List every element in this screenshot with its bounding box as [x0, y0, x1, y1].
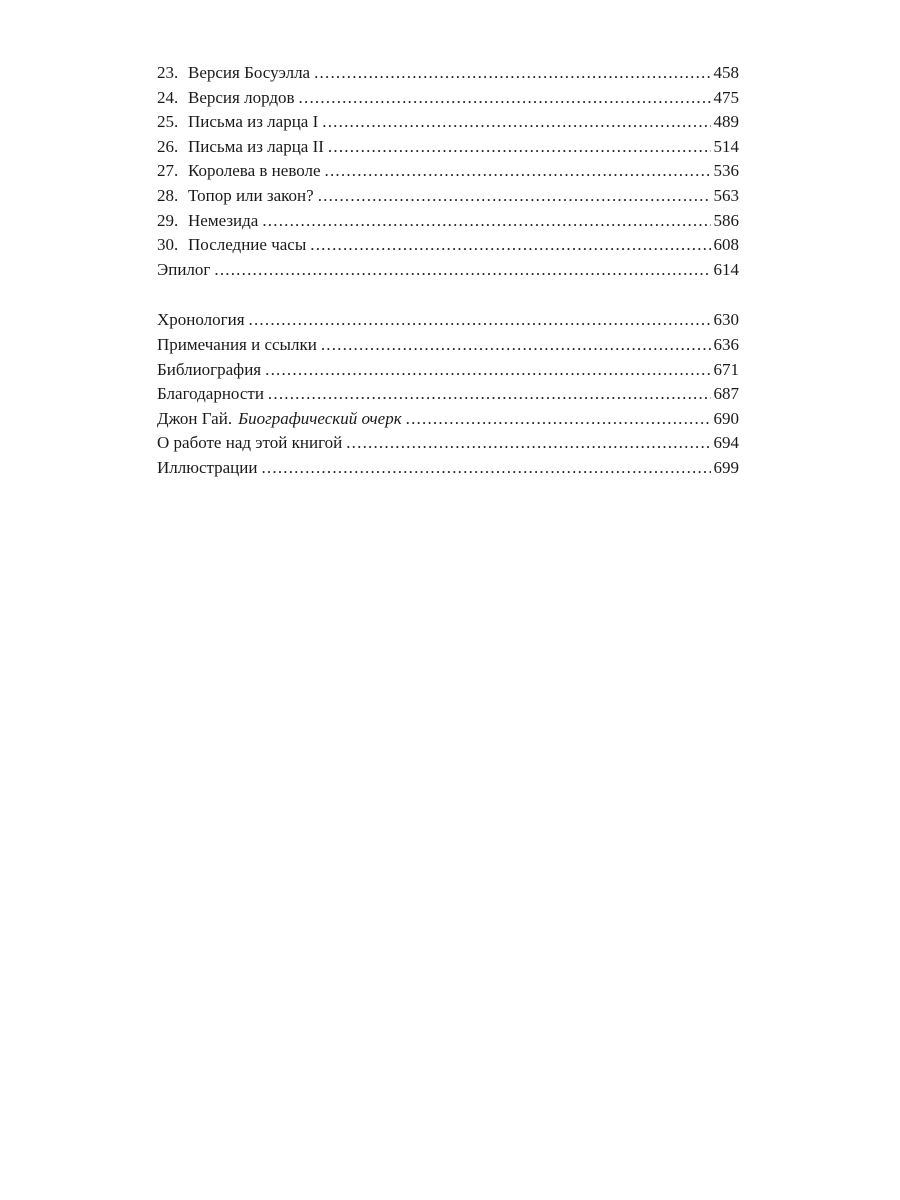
chapter-title: Топор или закон?	[188, 185, 314, 205]
dot-leader	[346, 431, 710, 456]
section-title: О работе над этой книгой	[157, 433, 343, 453]
author-name: Джон Гай.	[157, 408, 233, 428]
page-number: 458	[713, 63, 739, 82]
chapter-number: 26.	[157, 136, 179, 156]
chapter-title: Последние часы	[188, 235, 307, 255]
table-of-contents	[157, 61, 739, 481]
bio-subtitle: Биографический очерк	[238, 408, 402, 428]
toc-entry-chapter-27[interactable]	[157, 159, 739, 184]
toc-entry-author-bio[interactable]	[157, 407, 739, 432]
section-title: Благодарности	[157, 384, 264, 404]
section-title	[157, 407, 402, 432]
page-number: 614	[713, 259, 739, 279]
section-title: Хронология	[157, 310, 245, 330]
chapter-number: 24.	[157, 87, 179, 107]
chapter-number: 28.	[157, 185, 179, 205]
chapter-number: 23.	[157, 63, 179, 82]
dot-leader	[321, 333, 711, 358]
toc-entry-epilogue[interactable]	[157, 258, 739, 283]
toc-entry-chronology[interactable]	[157, 308, 739, 333]
page-number: 563	[713, 185, 739, 205]
dot-leader	[261, 456, 710, 481]
section-title: Иллюстрации	[157, 457, 258, 477]
toc-entry-chapter-28[interactable]	[157, 184, 739, 209]
dot-leader	[249, 308, 711, 333]
toc-entry-illustrations[interactable]	[157, 456, 739, 481]
page-number: 489	[713, 112, 739, 132]
chapter-title: Версия Босуэлла	[188, 63, 311, 82]
toc-entry-about-book[interactable]	[157, 431, 739, 456]
dot-leader	[214, 258, 710, 283]
chapter-title: Королева в неволе	[188, 161, 321, 181]
dot-leader	[322, 110, 710, 135]
chapter-number: 25.	[157, 112, 179, 132]
dot-leader	[328, 135, 711, 160]
chapter-number: 29.	[157, 210, 179, 230]
section-title: Библиография	[157, 359, 262, 379]
page-number: 536	[713, 161, 739, 181]
toc-entry-chapter-25[interactable]	[157, 110, 739, 135]
page-number: 699	[713, 457, 739, 477]
chapter-title: Письма из ларца I	[188, 112, 319, 132]
page-number: 636	[713, 334, 739, 354]
page-number: 608	[713, 235, 739, 255]
dot-leader	[318, 184, 711, 209]
chapter-number: 27.	[157, 161, 179, 181]
page-number: 514	[713, 136, 739, 156]
page-number: 690	[713, 408, 739, 428]
epilogue-title: Эпилог	[157, 259, 211, 279]
page-number: 475	[713, 87, 739, 107]
dot-leader	[314, 61, 710, 86]
dot-leader	[265, 358, 710, 383]
chapters-group	[157, 61, 739, 282]
chapter-number: 30.	[157, 235, 179, 255]
page-number: 671	[713, 359, 739, 379]
dot-leader	[310, 233, 710, 258]
dot-leader	[299, 86, 711, 111]
toc-entry-bibliography[interactable]	[157, 358, 739, 383]
dot-leader	[406, 407, 711, 432]
toc-entry-chapter-24[interactable]	[157, 86, 739, 111]
chapter-title: Письма из ларца II	[188, 136, 324, 156]
toc-entry-chapter-26[interactable]	[157, 135, 739, 160]
page-number: 694	[713, 433, 739, 453]
page-number: 687	[713, 384, 739, 404]
chapter-title: Версия лордов	[188, 87, 295, 107]
toc-entry-acknowledgements[interactable]	[157, 382, 739, 407]
dot-leader	[262, 209, 710, 234]
back-matter-group	[157, 308, 739, 480]
section-title: Примечания и ссылки	[157, 334, 317, 354]
toc-entry-chapter-29[interactable]	[157, 209, 739, 234]
toc-entry-chapter-23[interactable]	[157, 61, 739, 86]
dot-leader	[325, 159, 711, 184]
page-number: 586	[713, 210, 739, 230]
chapter-title: Немезида	[188, 210, 259, 230]
toc-entry-notes[interactable]	[157, 333, 739, 358]
toc-entry-chapter-30[interactable]	[157, 233, 739, 258]
dot-leader	[268, 382, 711, 407]
page-number: 630	[713, 310, 739, 330]
